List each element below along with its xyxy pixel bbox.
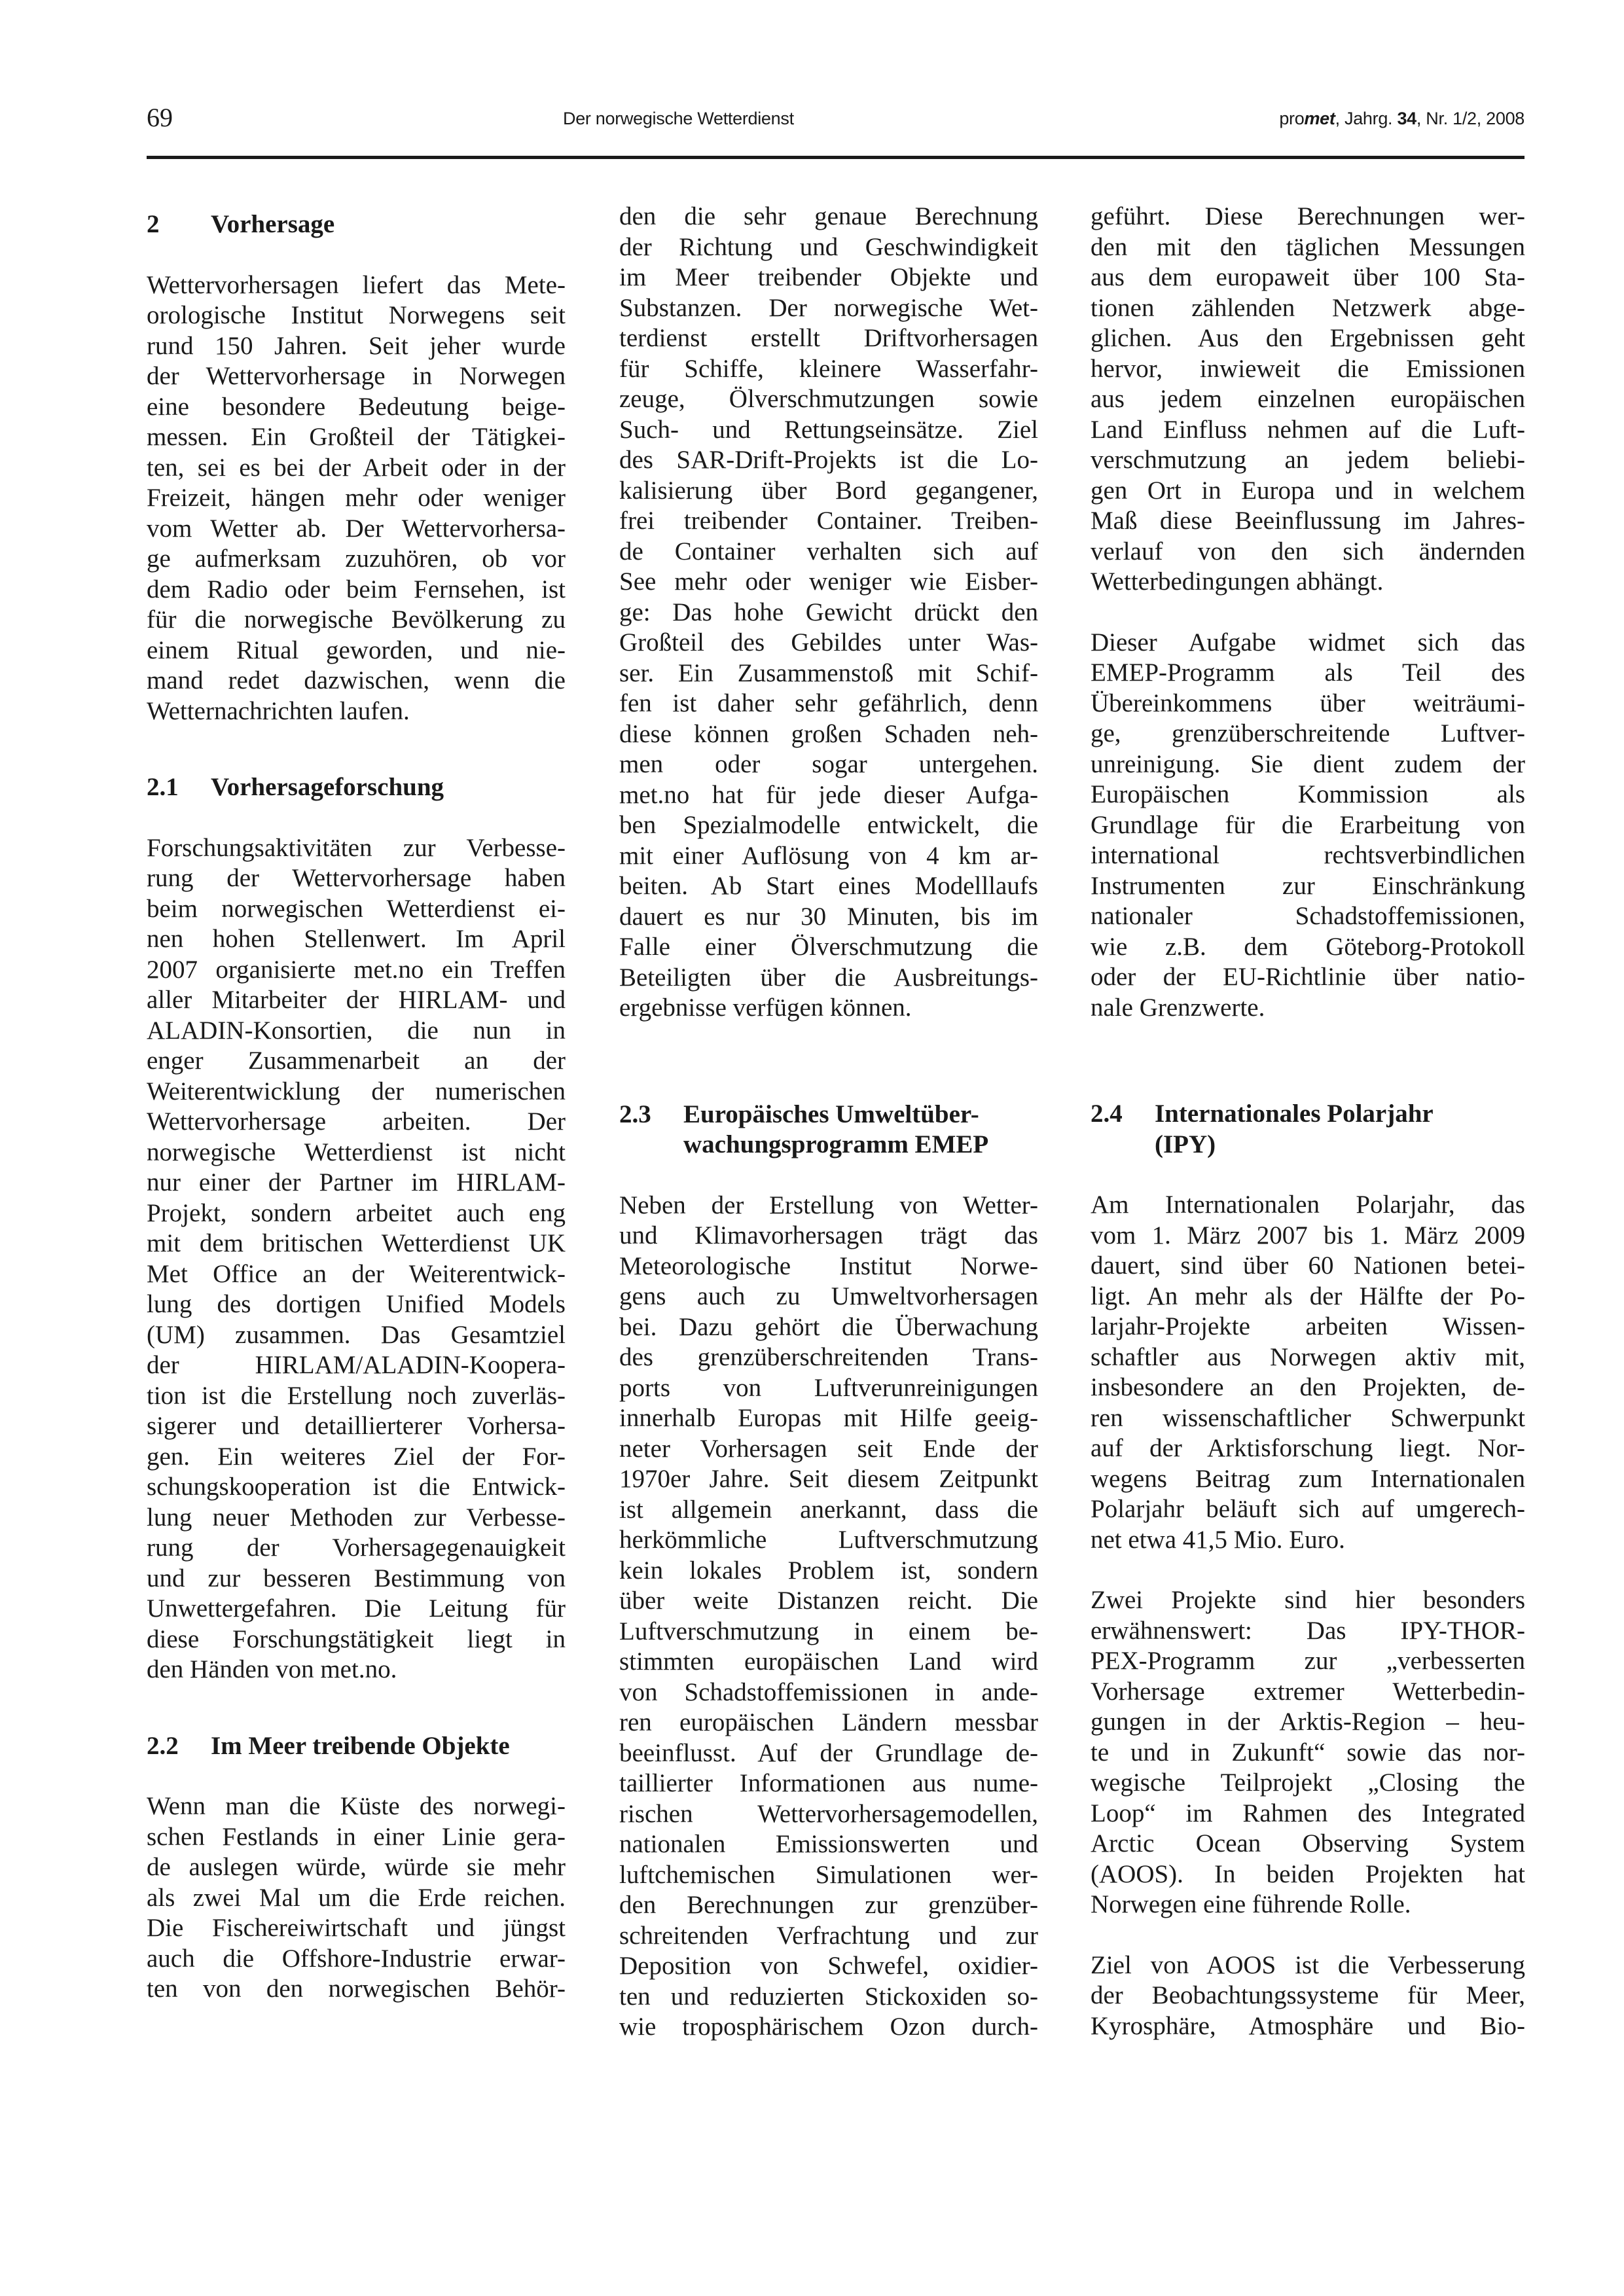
text-line: ben Spezialmodelle entwickelt, die [619, 811, 1038, 839]
text-line: Wenn man die Küste des norwegi- [147, 1792, 566, 1820]
text-line: wie z.B. dem Göteborg-Protokoll [1091, 932, 1525, 961]
text-line: ge, grenzüberschreitende Luftver- [1091, 719, 1525, 747]
text-line: beeinflusst. Auf der Grundlage de- [619, 1738, 1038, 1767]
text-line: wegische Teilprojekt „Closing the [1091, 1768, 1525, 1797]
text-line: von Schadstoffemissionen in ande- [619, 1677, 1038, 1706]
text-line: den Berechnungen zur grenzüber- [619, 1891, 1038, 1919]
heading-section-2-3 [619, 1100, 1038, 1160]
text-line: aus dem europaweit über 100 Sta- [1091, 263, 1525, 291]
text-line: gen. Ein weiteres Ziel der For- [147, 1442, 566, 1471]
paragraph [619, 1191, 1038, 2043]
heading-number: 2.4 [1091, 1100, 1123, 1128]
text-line: Falle einer Ölverschmutzung die [619, 933, 1038, 961]
text-line: Deposition von Schwefel, oxidier- [619, 1952, 1038, 1980]
text-line: neter Vorhersagen seit Ende der [619, 1434, 1038, 1463]
text-line: Met Office an der Weiterentwick- [147, 1259, 566, 1288]
text-line: Zwei Projekte sind hier besonders [1091, 1586, 1525, 1614]
header-rule [147, 156, 1525, 159]
text-line: enger Zusammenarbeit an der [147, 1047, 566, 1075]
text-line: einem Ritual geworden, und nie- [147, 636, 566, 664]
text-line: den mit den täglichen Messungen [1091, 232, 1525, 261]
text-line: ten und reduzierten Stickoxiden so- [619, 1982, 1038, 2011]
journal-met: met [1304, 109, 1335, 128]
text-line: über weite Distanzen reicht. Die [619, 1587, 1038, 1615]
text-line: oder der EU-Richtlinie über natio- [1091, 963, 1525, 991]
text-line: aus jedem einzelnen europäischen [1091, 385, 1525, 413]
text-line: 1970er Jahre. Seit diesem Zeitpunkt [619, 1465, 1038, 1493]
text-line: für Schiffe, kleinere Wasserfahr- [619, 354, 1038, 383]
text-line: ten von den norwegischen Behör- [147, 1975, 566, 2003]
heading-section-2-1 [147, 772, 566, 803]
text-line: Grundlage für die Erarbeitung von [1091, 810, 1525, 839]
paragraph [1091, 628, 1525, 1024]
text-line: nationaler Schadstoffemissionen, [1091, 902, 1525, 930]
text-line: lung neuer Methoden zur Verbesse- [147, 1503, 566, 1532]
text-line: Kyrosphäre, Atmosphäre und Bio- [1091, 2011, 1525, 2040]
text-line: nur einer der Partner im HIRLAM- [147, 1168, 566, 1196]
text-line: Substanzen. Der norwegische Wet- [619, 293, 1038, 322]
text-line: aller Mitarbeiter der HIRLAM- und [147, 986, 566, 1014]
text-line: kalisierung über Bord gegangener, [619, 476, 1038, 505]
heading-title-line: wachungsprogramm EMEP [683, 1130, 989, 1158]
text-line: ren europäischen Ländern messbar [619, 1708, 1038, 1736]
heading-section-2 [147, 209, 566, 240]
text-line: stimmten europäischen Land wird [619, 1647, 1038, 1676]
text-line: Wettervorhersagen liefert das Mete- [147, 270, 566, 299]
text-line: den die sehr genaue Berechnung [619, 202, 1038, 230]
text-line: beim norwegischen Wetterdienst ei- [147, 894, 566, 923]
column-2 [619, 196, 1038, 2043]
text-line: dauert es nur 30 Minuten, bis im [619, 902, 1038, 931]
text-line: rund 150 Jahren. Seit jeher wurde [147, 331, 566, 360]
text-line: gens auch zu Umweltvorhersagen [619, 1282, 1038, 1310]
text-line: auf der Arktisforschung liegt. Nor- [1091, 1434, 1525, 1462]
text-line: Beteiligten über die Ausbreitungs- [619, 963, 1038, 992]
text-line: Vorhersage extremer Wetterbedin- [1091, 1677, 1525, 1706]
text-line: auch die Offshore-Industrie erwar- [147, 1944, 566, 1973]
text-line: im Meer treibender Objekte und [619, 263, 1038, 291]
text-line: mand redet dazwischen, wenn die [147, 666, 566, 694]
text-line: vom 1. März 2007 bis 1. März 2009 [1091, 1221, 1525, 1249]
text-line: Übereinkommens über weiträumi- [1091, 689, 1525, 717]
text-line: Wettervorhersage arbeiten. Der [147, 1107, 566, 1136]
text-line: Projekt, sondern arbeitet auch eng [147, 1198, 566, 1227]
text-line: net etwa 41,5 Mio. Euro. [1091, 1525, 1345, 1554]
text-line: de auslegen würde, würde sie mehr [147, 1853, 566, 1881]
text-line: schaftler aus Norwegen aktiv mit, [1091, 1342, 1525, 1371]
text-line: und Klimavorhersagen trägt das [619, 1221, 1038, 1249]
text-line: der Wettervorhersage in Norwegen [147, 362, 566, 390]
text-line: Ziel von AOOS ist die Verbesserung [1091, 1950, 1525, 1979]
text-line: Neben der Erstellung von Wetter- [619, 1191, 1038, 1219]
text-line: der Beobachtungssysteme für Meer, [1091, 1981, 1525, 2009]
text-line: der HIRLAM/ALADIN-Koopera- [147, 1351, 566, 1379]
text-line: messen. Ein Großteil der Tätigkei- [147, 423, 566, 451]
heading-number: 2.1 [147, 773, 179, 801]
text-line: innerhalb Europas mit Hilfe geeig- [619, 1404, 1038, 1432]
heading-number: 2 [147, 210, 160, 238]
text-line: Forschungsaktivitäten zur Verbesse- [147, 833, 566, 862]
journal-mid: , Jahrg. [1335, 109, 1398, 128]
text-line: ser. Ein Zusammenstoß mit Schif- [619, 658, 1038, 687]
text-line: ligt. An mehr als der Hälfte der Po- [1091, 1282, 1525, 1310]
text-line: norwegische Wetterdienst ist nicht [147, 1138, 566, 1166]
text-line: vom Wetter ab. Der Wettervorhersa- [147, 514, 566, 543]
text-line: ist allgemein anerkannt, dass die [619, 1495, 1038, 1524]
heading-title [1155, 1099, 1525, 1160]
text-line: taillierter Informationen aus nume- [619, 1769, 1038, 1797]
text-line: verschmutzung an jedem beliebi- [1091, 446, 1525, 474]
text-line: verlauf von den sich ändernden [1091, 537, 1525, 565]
journal-volume: 34 [1397, 109, 1416, 128]
heading-title: Vorhersage [211, 210, 335, 238]
text-line: insbesondere an den Projekten, de- [1091, 1373, 1525, 1401]
text-line: luftchemischen Simulationen wer- [619, 1860, 1038, 1889]
text-line: ALADIN-Konsortien, die nun in [147, 1016, 566, 1045]
text-line: gungen in der Arktis-Region – heu- [1091, 1708, 1525, 1736]
text-line: ten, sei es bei der Arbeit oder in der [147, 453, 566, 482]
text-line: Am Internationalen Polarjahr, das [1091, 1191, 1525, 1219]
paragraph [1091, 1190, 1525, 1555]
text-line: des SAR-Drift-Projekts ist die Lo- [619, 446, 1038, 474]
paragraph [1091, 1950, 1525, 2042]
text-line: Such- und Rettungseinsätze. Ziel [619, 415, 1038, 444]
text-line: Weiterentwicklung der numerischen [147, 1077, 566, 1105]
page-header [147, 98, 1525, 137]
text-line: ren wissenschaftlicher Schwerpunkt [1091, 1403, 1525, 1432]
text-line: EMEP-Programm als Teil des [1091, 658, 1525, 687]
text-line: ge: Das hohe Gewicht drückt den [619, 598, 1038, 626]
text-line: fen ist daher sehr gefährlich, denn [619, 689, 1038, 717]
text-line: dem Radio oder beim Fernsehen, ist [147, 575, 566, 603]
text-line: Arctic Ocean Observing System [1091, 1829, 1525, 1857]
heading-title: Im Meer treibende Objekte [211, 1731, 510, 1760]
text-line: Wetterbedingungen abhängt. [1091, 567, 1384, 596]
paragraph [147, 833, 566, 1685]
text-line: ports von Luftverunreinigungen [619, 1373, 1038, 1402]
text-line: tionen zählenden Netzwerk abge- [1091, 293, 1525, 322]
text-line: Land Einfluss nehmen auf die Luft- [1091, 415, 1525, 444]
text-line: wegens Beitrag zum Internationalen [1091, 1464, 1525, 1493]
text-line: te und in Zukunft“ sowie das nor- [1091, 1738, 1525, 1767]
text-line: den Händen von met.no. [147, 1655, 397, 1683]
text-line: mit einer Auflösung von 4 km ar- [619, 841, 1038, 870]
text-line: Europäischen Kommission als [1091, 780, 1525, 808]
text-line: glichen. Aus den Ergebnissen geht [1091, 324, 1525, 352]
text-line: Polarjahr beläuft sich auf umgerech- [1091, 1495, 1525, 1523]
heading-title: Vorhersageforschung [211, 773, 444, 801]
text-line: diese können großen Schaden neh- [619, 719, 1038, 748]
text-line: rung der Wettervorhersage haben [147, 864, 566, 892]
text-line: met.no hat für jede dieser Aufga- [619, 780, 1038, 809]
text-line: tion ist die Erstellung noch zuverläs- [147, 1381, 566, 1410]
heading-title-line: (IPY) [1155, 1130, 1216, 1158]
text-line: ge aufmerksam zuzuhören, ob vor [147, 545, 566, 573]
text-line: eine besondere Bedeutung beige- [147, 392, 566, 421]
text-line: ergebnisse verfügen können. [619, 994, 912, 1022]
journal-citation [1279, 109, 1525, 129]
text-line: Norwegen eine führende Rolle. [1091, 1890, 1411, 1918]
text-line: nale Grenzwerte. [1091, 993, 1265, 1022]
text-line: bei. Dazu gehört die Überwachung [619, 1312, 1038, 1341]
text-line: zeuge, Ölverschmutzungen sowie [619, 385, 1038, 413]
journal-suffix: , Nr. 1/2, 2008 [1416, 109, 1525, 128]
heading-number: 2.2 [147, 1731, 179, 1760]
text-line: gen Ort in Europa und in welchem [1091, 476, 1525, 505]
text-line: Wetternachrichten laufen. [147, 696, 410, 725]
text-line: de Container verhalten sich auf [619, 537, 1038, 565]
running-title: Der norwegische Wetterdienst [563, 109, 794, 128]
heading-title [683, 1100, 1038, 1160]
column-3 [1091, 196, 1525, 2041]
paragraph [1091, 1585, 1525, 1920]
text-line: unreinigung. Sie dient zudem der [1091, 749, 1525, 778]
paragraph [147, 270, 566, 727]
text-line: Loop“ im Rahmen des Integrated [1091, 1799, 1525, 1827]
text-line: Unwettergefahren. Die Leitung für [147, 1594, 566, 1623]
text-line: frei treibender Container. Treiben- [619, 507, 1038, 535]
text-line: Freizeit, hängen mehr oder weniger [147, 484, 566, 512]
text-line: beiten. Ab Start eines Modelllaufs [619, 872, 1038, 900]
text-line: Meteorologische Institut Norwe- [619, 1251, 1038, 1280]
paragraph [147, 1791, 566, 2005]
text-line: geführt. Diese Berechnungen wer- [1091, 202, 1525, 230]
text-line: Großteil des Gebildes unter Was- [619, 628, 1038, 656]
journal-prefix: pro [1279, 109, 1305, 128]
heading-number: 2.3 [619, 1100, 651, 1128]
text-line: orologische Institut Norwegens seit [147, 301, 566, 329]
text-line: kein lokales Problem ist, sondern [619, 1556, 1038, 1585]
heading-title-line: Internationales Polarjahr [1155, 1100, 1434, 1128]
text-line: Die Fischereiwirtschaft und jüngst [147, 1914, 566, 1942]
text-line: schreitenden Verfrachtung und zur [619, 1921, 1038, 1950]
text-line: für die norwegische Bevölkerung zu [147, 605, 566, 634]
text-line: See mehr oder weniger wie Eisber- [619, 567, 1038, 596]
text-line: rischen Wettervorhersagemodellen, [619, 1799, 1038, 1828]
text-line: als zwei Mal um die Erde reichen. [147, 1883, 566, 1912]
text-line: nen hohen Stellenwert. Im April [147, 925, 566, 953]
text-line: (AOOS). In beiden Projekten hat [1091, 1859, 1525, 1888]
text-line: sigerer und detaillierterer Vorhersa- [147, 1412, 566, 1440]
text-line: der Richtung und Geschwindigkeit [619, 232, 1038, 261]
text-line: international rechtsverbindlichen [1091, 841, 1525, 869]
text-line: mit dem britischen Wetterdienst UK [147, 1229, 566, 1257]
text-line: und zur besseren Bestimmung von [147, 1564, 566, 1592]
text-line: Luftverschmutzung in einem be- [619, 1617, 1038, 1645]
text-line: erwähnenswert: Das IPY-THOR- [1091, 1616, 1525, 1645]
text-line: nationalen Emissionswerten und [619, 1830, 1038, 1858]
text-line: des grenzüberschreitenden Trans- [619, 1343, 1038, 1371]
text-line: men oder sogar untergehen. [619, 750, 1038, 778]
text-line: Maß diese Beeinflussung im Jahres- [1091, 507, 1525, 535]
text-line: larjahr-Projekte arbeiten Wissen- [1091, 1312, 1525, 1340]
column-1 [147, 196, 566, 2005]
text-line: rung der Vorhersagegenauigkeit [147, 1534, 566, 1562]
paragraph [1091, 202, 1525, 598]
text-line: Instrumenten zur Einschränkung [1091, 871, 1525, 900]
text-line: dauert, sind über 60 Nationen betei- [1091, 1251, 1525, 1280]
text-line: 2007 organisierte met.no ein Treffen [147, 955, 566, 984]
heading-section-2-2 [147, 1731, 566, 1762]
text-line: (UM) zusammen. Das Gesamtziel [147, 1320, 566, 1349]
text-line: hervor, inwieweit die Emissionen [1091, 354, 1525, 383]
text-line: herkömmliche Luftverschmutzung [619, 1526, 1038, 1554]
text-line: wie troposphärischem Ozon durch- [619, 2013, 1038, 2041]
text-line: lung des dortigen Unified Models [147, 1290, 566, 1318]
text-line: schungskooperation ist die Entwick- [147, 1473, 566, 1501]
text-line: diese Forschungstätigkeit liegt in [147, 1624, 566, 1653]
paragraph [619, 202, 1038, 1024]
text-line: PEX-Programm zur „verbesserten [1091, 1647, 1525, 1675]
heading-section-2-4 [1091, 1099, 1525, 1160]
text-line: Dieser Aufgabe widmet sich das [1091, 628, 1525, 656]
text-line: schen Festlands in einer Linie gera- [147, 1822, 566, 1851]
page-number: 69 [147, 103, 173, 132]
text-line: terdienst erstellt Driftvorhersagen [619, 324, 1038, 352]
heading-title-line: Europäisches Umweltüber- [683, 1100, 979, 1128]
